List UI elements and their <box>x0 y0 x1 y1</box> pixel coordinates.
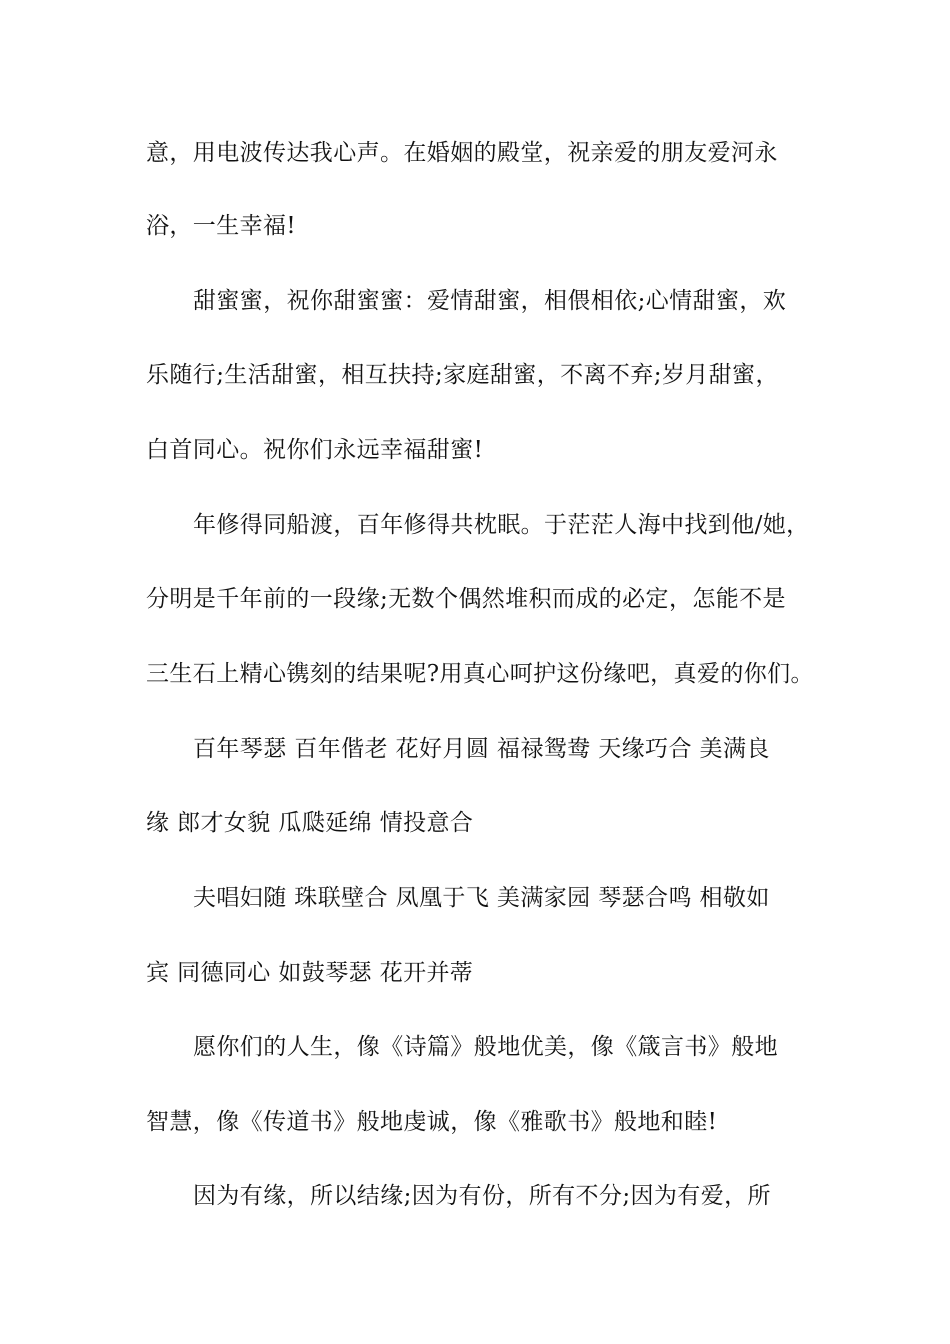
text-line: 年修得同船渡，百年修得共枕眠。于茫茫人海中找到他/她， <box>193 512 810 538</box>
text-line: 乐随行;生活甜蜜，相互扶持;家庭甜蜜，不离不弃;岁月甜蜜， <box>146 362 779 388</box>
text-line: 缘 郎才女貌 瓜瓞延绵 情投意合 <box>146 810 474 836</box>
text-line: 愿你们的人生，像《诗篇》般地优美，像《箴言书》般地 <box>193 1034 778 1060</box>
text-line: 智慧，像《传道书》般地虔诚，像《雅歌书》般地和睦! <box>146 1109 718 1135</box>
text-line: 夫唱妇随 珠联壁合 凤凰于飞 美满家园 琴瑟合鸣 相敬如 <box>193 885 770 911</box>
text-line: 三生石上精心镌刻的结果呢?用真心呵护这份缘吧，真爱的你们。 <box>146 661 814 687</box>
text-line: 甜蜜蜜，祝你甜蜜蜜：爱情甜蜜，相偎相依;心情甜蜜，欢 <box>193 288 787 314</box>
text-line: 因为有缘，所以结缘;因为有份，所有不分;因为有爱，所 <box>193 1183 771 1209</box>
text-line: 意，用电波传达我心声。在婚姻的殿堂，祝亲爱的朋友爱河永 <box>146 140 778 166</box>
text-line: 宾 同德同心 如鼓琴瑟 花开并蒂 <box>146 960 474 986</box>
text-line: 百年琴瑟 百年偕老 花好月圆 福禄鸳鸯 天缘巧合 美满良 <box>193 736 770 762</box>
text-line: 分明是千年前的一段缘;无数个偶然堆积而成的必定，怎能不是 <box>146 586 786 612</box>
text-line: 白首同心。祝你们永远幸福甜蜜! <box>146 437 484 463</box>
text-line: 浴，一生幸福! <box>146 213 297 239</box>
